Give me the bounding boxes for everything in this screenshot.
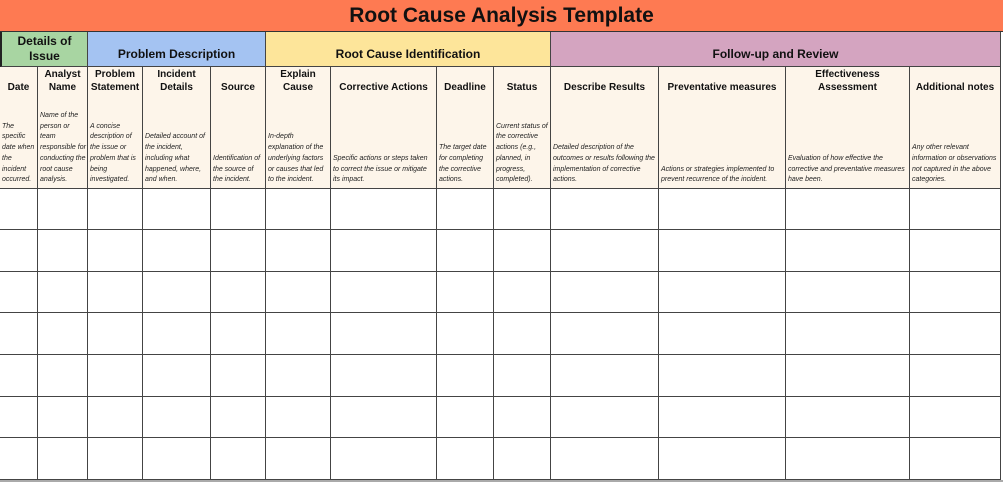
table-cell-additional-notes[interactable] [910,272,1001,313]
table-cell-explain-cause[interactable] [266,189,331,230]
table-cell-explain-cause[interactable] [266,355,331,397]
column-description-source: Identification of the source of the incident. [211,97,266,189]
table-cell-deadline[interactable] [437,438,494,480]
table-cell-corrective-actions[interactable] [331,230,437,272]
column-description-incident-details: Detailed account of the incident, including what happened, where, and when. [143,97,211,189]
column-header-date: Date [0,67,38,97]
column-description-status: Current status of the corrective actions (e.g., planned, in progress, completed). [494,97,551,189]
column-header-incident-details: Incident Details [143,67,211,97]
table-cell-analyst-name[interactable] [38,272,88,313]
column-header-explain-cause: Explain Cause [266,67,331,97]
column-description-date: The specific date when the incident occurred. [0,97,38,189]
column-description-deadline: The target date for completing the corrective actions. [437,97,494,189]
table-cell-corrective-actions[interactable] [331,397,437,438]
table-cell-additional-notes[interactable] [910,438,1001,480]
table-cell-analyst-name[interactable] [38,438,88,480]
table-cell-date[interactable] [0,272,38,313]
table-cell-explain-cause[interactable] [266,230,331,272]
table-cell-additional-notes[interactable] [910,397,1001,438]
table-cell-preventative-measures[interactable] [659,230,786,272]
table-cell-corrective-actions[interactable] [331,313,437,355]
table-cell-describe-results[interactable] [551,397,659,438]
table-cell-incident-details[interactable] [143,355,211,397]
table-cell-date[interactable] [0,397,38,438]
table-cell-status[interactable] [494,313,551,355]
table-cell-explain-cause[interactable] [266,272,331,313]
table-cell-deadline[interactable] [437,272,494,313]
table-cell-preventative-measures[interactable] [659,397,786,438]
column-header-describe-results: Describe Results [551,67,659,97]
table-cell-additional-notes[interactable] [910,230,1001,272]
table-cell-status[interactable] [494,438,551,480]
table-cell-analyst-name[interactable] [38,397,88,438]
column-header-deadline: Deadline [437,67,494,97]
table-cell-effectiveness-assessment[interactable] [786,230,910,272]
table-cell-effectiveness-assessment[interactable] [786,313,910,355]
table-cell-date[interactable] [0,230,38,272]
column-description-additional-notes: Any other relevant information or observations not captured in the above categories. [910,97,1001,189]
table-cell-status[interactable] [494,355,551,397]
table-cell-date[interactable] [0,438,38,480]
table-cell-problem-statement[interactable] [88,272,143,313]
table-cell-corrective-actions[interactable] [331,189,437,230]
column-header-additional-notes: Additional notes [910,67,1001,97]
table-cell-preventative-measures[interactable] [659,355,786,397]
table-cell-explain-cause[interactable] [266,397,331,438]
column-description-problem-statement: A concise description of the issue or problem that is being investigated. [88,97,143,189]
table-cell-deadline[interactable] [437,355,494,397]
table-cell-source[interactable] [211,355,266,397]
table-cell-additional-notes[interactable] [910,313,1001,355]
table-cell-preventative-measures[interactable] [659,272,786,313]
table-cell-problem-statement[interactable] [88,355,143,397]
table-cell-analyst-name[interactable] [38,230,88,272]
table-cell-additional-notes[interactable] [910,355,1001,397]
column-header-problem-statement: Problem Statement [88,67,143,97]
table-cell-analyst-name[interactable] [38,355,88,397]
table-cell-status[interactable] [494,189,551,230]
table-cell-source[interactable] [211,313,266,355]
table-cell-problem-statement[interactable] [88,189,143,230]
table-cell-source[interactable] [211,438,266,480]
table-cell-deadline[interactable] [437,313,494,355]
table-cell-incident-details[interactable] [143,272,211,313]
column-header-preventative-measures: Preventative measures [659,67,786,97]
table-cell-additional-notes[interactable] [910,189,1001,230]
table-cell-explain-cause[interactable] [266,438,331,480]
sheet-title: Root Cause Analysis Template [0,0,1003,32]
table-cell-source[interactable] [211,230,266,272]
table-cell-incident-details[interactable] [143,313,211,355]
table-cell-source[interactable] [211,189,266,230]
column-header-source: Source [211,67,266,97]
column-description-describe-results: Detailed description of the outcomes or results following the implementation of corrective actions. [551,97,659,189]
column-description-analyst-name: Name of the person or team responsible for conducting the root cause analysis. [38,97,88,189]
table-cell-problem-statement[interactable] [88,397,143,438]
table-cell-describe-results[interactable] [551,438,659,480]
table-cell-corrective-actions[interactable] [331,355,437,397]
table-cell-incident-details[interactable] [143,438,211,480]
table-cell-preventative-measures[interactable] [659,313,786,355]
group-follow-up-and-review: Follow-up and Review [551,32,1001,67]
table-cell-describe-results[interactable] [551,272,659,313]
table-cell-source[interactable] [211,397,266,438]
column-description-preventative-measures: Actions or strategies implemented to prevent recurrence of the incident. [659,97,786,189]
table-cell-describe-results[interactable] [551,313,659,355]
table-cell-analyst-name[interactable] [38,313,88,355]
column-header-corrective-actions: Corrective Actions [331,67,437,97]
column-description-corrective-actions: Specific actions or steps taken to correct the issue or mitigate its impact. [331,97,437,189]
table-cell-effectiveness-assessment[interactable] [786,355,910,397]
table-cell-status[interactable] [494,397,551,438]
table-cell-describe-results[interactable] [551,230,659,272]
column-description-effectiveness-assessment: Evaluation of how effective the corrective and preventative measures have been. [786,97,910,189]
table-cell-date[interactable] [0,355,38,397]
column-header-status: Status [494,67,551,97]
table-cell-corrective-actions[interactable] [331,438,437,480]
table-cell-source[interactable] [211,272,266,313]
column-header-analyst-name: Analyst Name [38,67,88,97]
table-cell-explain-cause[interactable] [266,313,331,355]
table-cell-problem-statement[interactable] [88,313,143,355]
sheet-bottom-border [0,480,1003,482]
table-cell-analyst-name[interactable] [38,189,88,230]
table-cell-preventative-measures[interactable] [659,189,786,230]
table-cell-effectiveness-assessment[interactable] [786,272,910,313]
group-problem-description: Problem Description [88,32,266,67]
table-cell-problem-statement[interactable] [88,230,143,272]
group-root-cause-identification: Root Cause Identification [266,32,551,67]
table-cell-date[interactable] [0,313,38,355]
table-cell-deadline[interactable] [437,189,494,230]
table-cell-incident-details[interactable] [143,230,211,272]
table-cell-status[interactable] [494,230,551,272]
table-cell-describe-results[interactable] [551,355,659,397]
table-cell-problem-statement[interactable] [88,438,143,480]
table-cell-deadline[interactable] [437,230,494,272]
table-cell-corrective-actions[interactable] [331,272,437,313]
group-details-of-issue: Details of Issue [0,32,88,67]
table-cell-effectiveness-assessment[interactable] [786,438,910,480]
table-cell-incident-details[interactable] [143,189,211,230]
table-cell-effectiveness-assessment[interactable] [786,397,910,438]
table-cell-deadline[interactable] [437,397,494,438]
table-cell-incident-details[interactable] [143,397,211,438]
table-cell-status[interactable] [494,272,551,313]
table-cell-preventative-measures[interactable] [659,438,786,480]
column-header-effectiveness-assessment: Effectiveness Assessment [786,67,910,97]
column-description-explain-cause: In-depth explanation of the underlying factors or causes that led to the incident. [266,97,331,189]
table-cell-effectiveness-assessment[interactable] [786,189,910,230]
table-cell-describe-results[interactable] [551,189,659,230]
table-cell-date[interactable] [0,189,38,230]
